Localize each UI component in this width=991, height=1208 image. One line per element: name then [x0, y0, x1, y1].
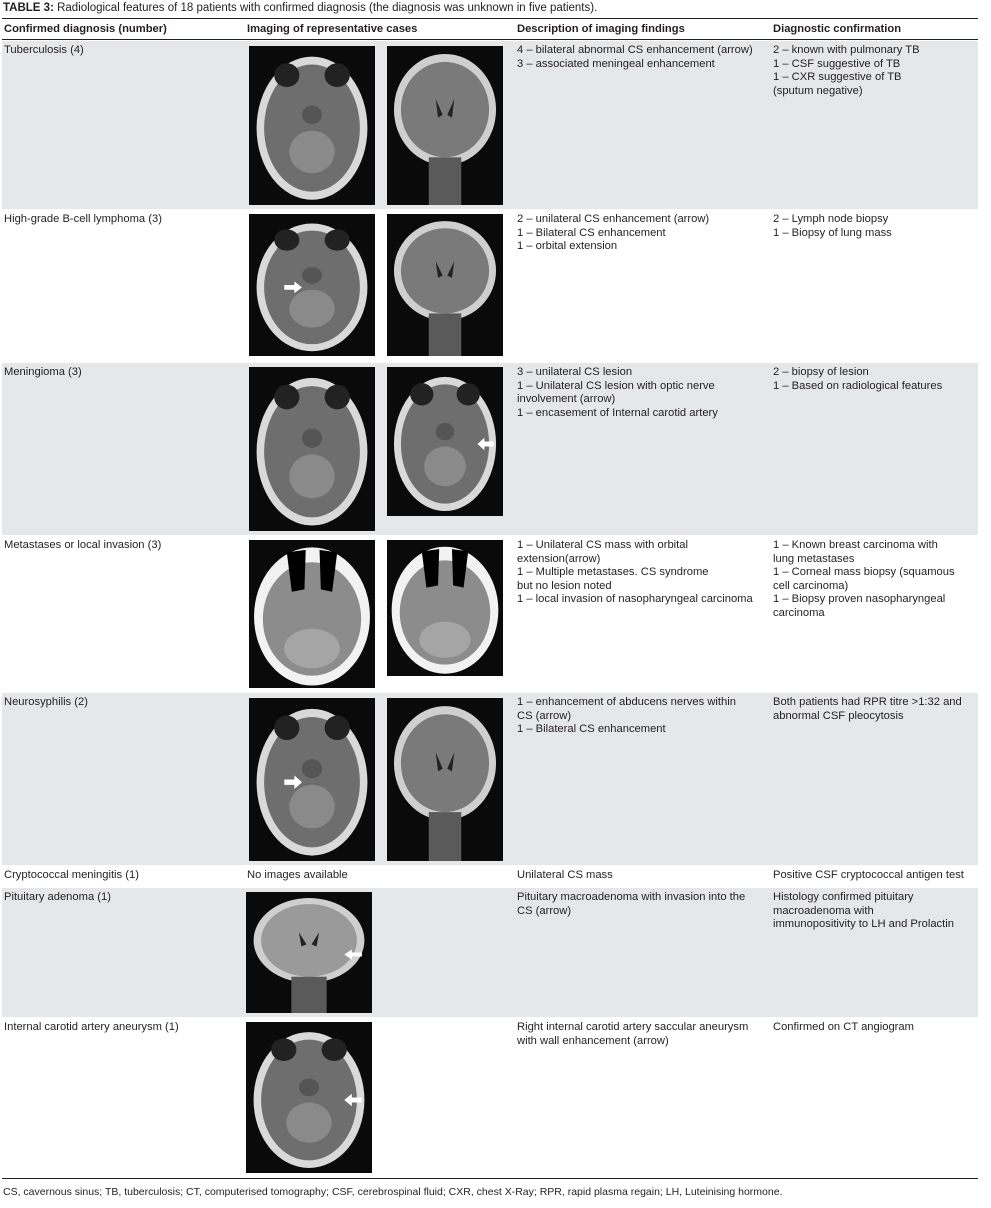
neurosyphilis-axial-mri-image — [249, 698, 375, 861]
header-description: Description of imaging findings — [517, 23, 685, 35]
table-caption-text: Radiological features of 18 patients with confirmed diagnosis (the diagnosis was unknown in five patients). — [53, 2, 598, 14]
table-caption-label: TABLE 3: — [3, 2, 54, 14]
bottom-rule — [2, 1178, 978, 1179]
neurosyphilis-axial-mri-image-graphic — [249, 698, 375, 861]
description-cell: 1 – Unilateral CS mass with orbital extension(arrow) 1 – Multiple metastases. CS syndrome but no lesion noted 1 – local invasion of nasopharyngeal carcinoma — [517, 539, 753, 605]
description-cell: Unilateral CS mass — [517, 869, 613, 881]
aneurysm-axial-mri-image — [246, 1022, 372, 1173]
description-cell: 1 – enhancement of abducens nerves within CS (arrow) 1 – Bilateral CS enhancement — [517, 696, 736, 735]
table-caption — [3, 2, 983, 17]
tb-axial-mri-image-graphic — [249, 46, 375, 205]
lymphoma-coronal-mri-image-graphic — [387, 214, 503, 356]
description-cell: Pituitary macroadenoma with invasion into the CS (arrow) — [517, 891, 746, 917]
top-rule — [2, 18, 978, 19]
header-confirmation: Diagnostic confirmation — [773, 23, 902, 35]
metastases-axial-ct-image-graphic — [249, 540, 375, 688]
meningioma-axial-arrow-mri-image — [387, 367, 503, 516]
confirmation-cell: Positive CSF cryptococcal antigen test — [773, 869, 964, 881]
tb-coronal-mri-image — [387, 46, 503, 205]
diagnosis-cell: Cryptococcal meningitis (1) — [4, 869, 139, 881]
diagnosis-cell: Metastases or local invasion (3) — [4, 539, 162, 551]
lymphoma-axial-mri-image-graphic — [249, 214, 375, 356]
confirmation-cell: Histology confirmed pituitary macroadenoma with immunopositivity to LH and Prolactin — [773, 891, 954, 930]
confirmation-cell: 2 – Lymph node biopsy 1 – Biopsy of lung mass — [773, 213, 892, 239]
neurosyphilis-coronal-mri-image-graphic — [387, 698, 503, 861]
confirmation-cell: Confirmed on CT angiogram — [773, 1021, 914, 1033]
meningioma-axial-mri-image — [249, 367, 375, 531]
lymphoma-coronal-mri-image — [387, 214, 503, 356]
diagnosis-cell: Pituitary adenoma (1) — [4, 891, 111, 903]
pituitary-coronal-ct-image-graphic — [246, 892, 372, 1013]
table-row — [2, 1018, 978, 1176]
header-imaging: Imaging of representative cases — [247, 23, 418, 35]
table-row — [2, 888, 978, 1017]
table-footnote: CS, cavernous sinus; TB, tuberculosis; CT, computerised tomography; CSF, cerebrospinal fluid; CXR, chest X-Ray; RPR, rapid plasma regain; LH, Luteinising hormone. — [3, 1186, 783, 1198]
diagnosis-cell: Internal carotid artery aneurysm (1) — [4, 1021, 179, 1033]
neurosyphilis-coronal-mri-image — [387, 698, 503, 861]
description-cell: 3 – unilateral CS lesion 1 – Unilateral CS lesion with optic nerve involvement (arrow) 1 – encasement of Internal carotid artery — [517, 366, 718, 419]
diagnosis-cell: High-grade B-cell lymphoma (3) — [4, 213, 162, 225]
tb-axial-mri-image — [249, 46, 375, 205]
tb-coronal-mri-image-graphic — [387, 46, 503, 205]
diagnosis-cell: Meningioma (3) — [4, 366, 82, 378]
imaging-cell: No images available — [247, 869, 348, 881]
confirmation-cell: 2 – known with pulmonary TB 1 – CSF suggestive of TB 1 – CXR suggestive of TB (sputum negative) — [773, 44, 920, 97]
header-diagnosis: Confirmed diagnosis (number) — [4, 23, 167, 35]
header-rule — [2, 39, 978, 40]
confirmation-cell: 1 – Known breast carcinoma with lung metastases 1 – Corneal mass biopsy (squamous cell carcinoma) 1 – Biopsy proven nasopharyngeal carcinoma — [773, 539, 955, 619]
confirmation-cell: 2 – biopsy of lesion 1 – Based on radiological features — [773, 366, 943, 392]
description-cell: 4 – bilateral abnormal CS enhancement (arrow) 3 – associated meningeal enhancement — [517, 44, 753, 70]
table-row — [2, 866, 978, 887]
diagnosis-cell: Tuberculosis (4) — [4, 44, 84, 56]
metastases-axial-ct-image — [249, 540, 375, 688]
metastases-axial-ct-image-2-graphic — [387, 540, 503, 676]
confirmation-cell: Both patients had RPR titre >1:32 and abnormal CSF pleocytosis — [773, 696, 962, 722]
description-cell: 2 – unilateral CS enhancement (arrow) 1 – Bilateral CS enhancement 1 – orbital extension — [517, 213, 710, 252]
metastases-axial-ct-image-2 — [387, 540, 503, 676]
meningioma-axial-mri-image-graphic — [249, 367, 375, 531]
description-cell: Right internal carotid artery saccular aneurysm with wall enhancement (arrow) — [517, 1021, 749, 1047]
aneurysm-axial-mri-image-graphic — [246, 1022, 372, 1173]
pituitary-coronal-ct-image — [246, 892, 372, 1013]
lymphoma-axial-mri-image — [249, 214, 375, 356]
meningioma-axial-arrow-mri-image-graphic — [387, 367, 503, 516]
diagnosis-cell: Neurosyphilis (2) — [4, 696, 88, 708]
